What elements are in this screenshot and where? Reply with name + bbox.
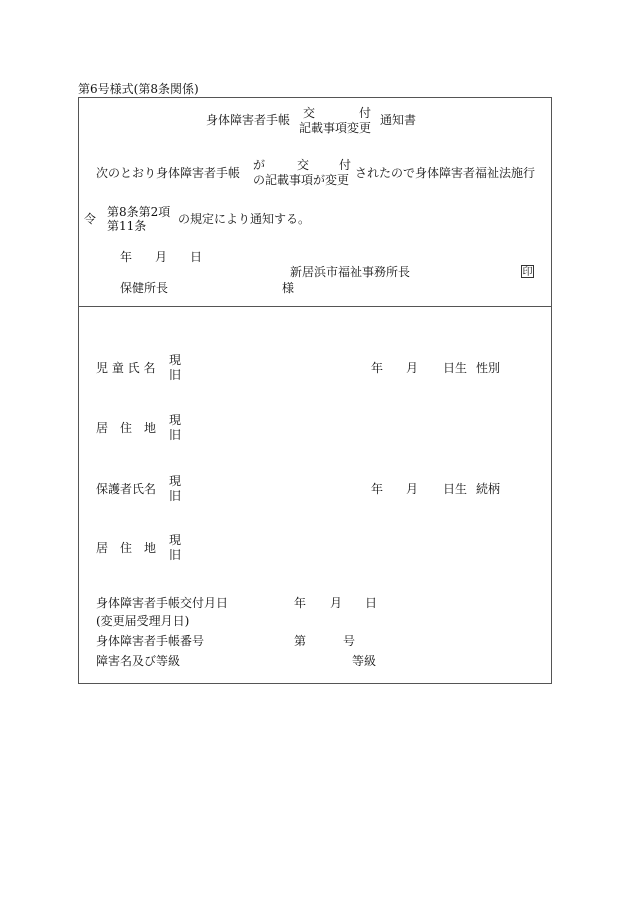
guardian-birth-year: 年 <box>371 482 384 496</box>
guardian-residence-former: 旧 <box>169 548 182 562</box>
title-option-issue-2: 付 <box>359 106 372 120</box>
disability-label: 障害名及び等級 <box>96 654 181 668</box>
title-option-change: 記載事項変更 <box>299 121 372 135</box>
handbook-number-label: 身体障害者手帳番号 <box>96 634 205 648</box>
body-line1-suffix: されたので身体障害者福祉法施行 <box>355 166 536 180</box>
guardian-name-label: 保護者氏名 <box>96 482 157 496</box>
guardian-name-former: 旧 <box>169 489 182 503</box>
notice-date-day: 日 <box>190 250 203 264</box>
guardian-residence-label: 居 住 地 <box>96 541 157 555</box>
issuer: 新居浜市福祉事務所長 <box>290 265 411 279</box>
child-birth-year: 年 <box>371 361 384 375</box>
handbook-number-dai: 第 <box>294 634 307 648</box>
issue-date-month: 月 <box>330 596 343 610</box>
child-name-label: 児 童 氏 名 <box>96 361 156 375</box>
child-residence-former: 旧 <box>169 428 182 442</box>
child-sex-label: 性別 <box>476 361 501 375</box>
child-residence-label: 居 住 地 <box>96 421 157 435</box>
body-ga: が <box>253 158 266 172</box>
guardian-relation-label: 続柄 <box>476 482 501 496</box>
body-rei: 令 <box>84 212 97 226</box>
issue-date-day: 日 <box>365 596 378 610</box>
guardian-residence-current: 現 <box>169 533 182 547</box>
child-name-former: 旧 <box>169 368 182 382</box>
body-article-1: 第8条第2項 <box>107 205 171 219</box>
form-number: 第6号様式(第8条関係) <box>78 82 199 96</box>
title-option-issue-1: 交 <box>303 106 316 120</box>
notice-date-month: 月 <box>155 250 168 264</box>
handbook-number-go: 号 <box>343 634 356 648</box>
body-line2-suffix: の規定により通知する。 <box>178 212 311 226</box>
disability-grade: 等級 <box>352 654 377 668</box>
addressee: 保健所長 <box>120 281 169 295</box>
guardian-name-current: 現 <box>169 474 182 488</box>
seal-icon: 印 <box>522 267 533 278</box>
guardian-birth-month: 月 <box>406 482 419 496</box>
issue-date-label: 身体障害者手帳交付月日 <box>96 596 229 610</box>
title-prefix: 身体障害者手帳 <box>206 113 291 127</box>
child-birth-day: 日生 <box>443 361 468 375</box>
body-option-issue-1: 交 <box>297 158 310 172</box>
child-birth-month: 月 <box>406 361 419 375</box>
child-name-current: 現 <box>169 353 182 367</box>
body-line1-prefix: 次のとおり身体障害者手帳 <box>96 166 241 180</box>
guardian-birth-day: 日生 <box>443 482 468 496</box>
change-date-label: (変更届受理月日) <box>96 614 190 628</box>
notice-date-year: 年 <box>120 250 133 264</box>
child-residence-current: 現 <box>169 413 182 427</box>
honorific: 様 <box>282 281 295 295</box>
issue-date-year: 年 <box>294 596 307 610</box>
body-option-issue-2: 付 <box>339 158 352 172</box>
body-article-2: 第11条 <box>107 219 147 233</box>
title-suffix: 通知書 <box>380 113 417 127</box>
body-option-change: の記載事項が変更 <box>253 173 350 187</box>
